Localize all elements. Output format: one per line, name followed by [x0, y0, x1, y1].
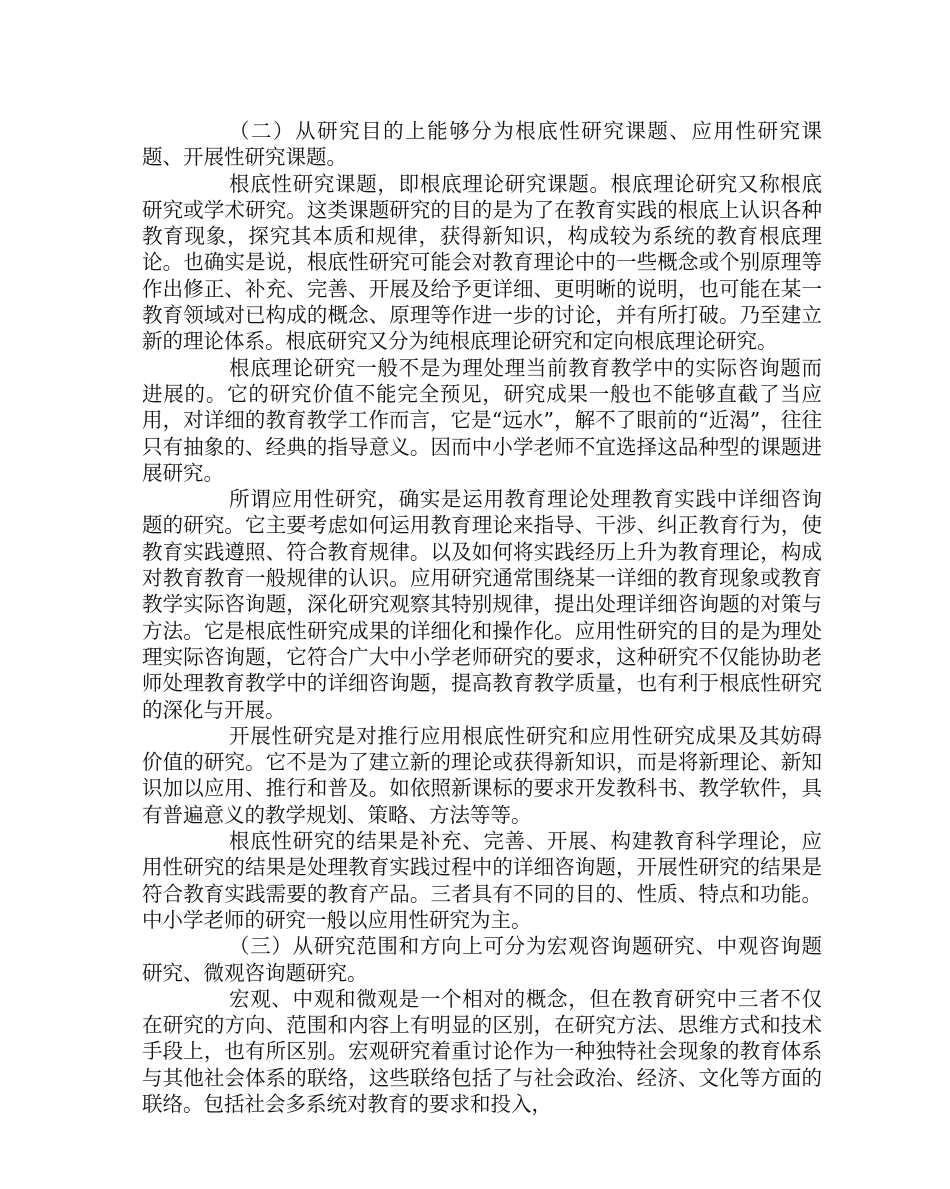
paragraph-research-comparison: 根底性研究的结果是补充、完善、开展、构建教育科学理论，应用性研究的结果是处理教育实践过程中的详细咨询题，开展性研究的结果是符合教育实践需要的教育产品。三者具有不同的目的、性质、特点和功能。中小学老师的研究一般以应用性研究为主。 [142, 829, 822, 932]
paragraph-classification-by-scope: （三）从研究范围和方向上可分为宏观咨询题研究、中观咨询题研究、微观咨询题研究。 [142, 934, 822, 985]
paragraph-development-research: 开展性研究是对推行应用根底性研究和应用性研究成果及其妨碍价值的研究。它不是为了建立新的理论或获得新知识，而是将新理论、新知识加以应用、推行和普及。如依照新课标的要求开发教科书、教学软件，具有普遍意义的教学规划、策略、方法等等。 [142, 723, 822, 827]
paragraph-basic-research: 根底性研究课题，即根底理论研究课题。根底理论研究又称根底研究或学术研究。这类课题研究的目的是为了在教育实践的根底上认识各种教育现象，探究其本质和规律，获得新知识，构成较为系统的教育根底理论。也确实是说，根底性研究可能会对教育理论中的一些概念或个别原理等作出修正、补充、完善、开展及给予更详细、更明晰的说明，也可能在某一教育领域对已构成的概念、原理等作进一步的讨论，并有所打破。乃至建立新的理论体系。根底研究又分为纯根底理论研究和定向根底理论研究。 [142, 171, 822, 354]
paragraph-macro-meso-micro: 宏观、中观和微观是一个相对的概念，但在教育研究中三者不仅在研究的方向、范围和内容上有明显的区别，在研究方法、思维方式和技术手段上，也有所区别。宏观研究着重讨论作为一种独特社会现象的教育体系与其他社会体系的联络，这些联络包括了与社会政治、经济、文化等方面的联络。包括社会多系统对教育的要求和投入， [142, 986, 822, 1116]
paragraph-basic-research-value: 根底理论研究一般不是为理处理当前教育教学中的实际咨询题而进展的。它的研究价值不能完全预见，研究成果一般也不能够直截了当应用，对详细的教育教学工作而言，它是“远水”，解不了眼前的“近渴”，往往只有抽象的、经典的指导意义。因而中小学老师不宜选择这品种型的课题进展研究。 [142, 355, 822, 485]
document-page [142, 118, 822, 1117]
paragraph-applied-research: 所谓应用性研究，确实是运用教育理论处理教育实践中详细咨询题的研究。它主要考虑如何运用教育理论来指导、干涉、纠正教育行为，使教育实践遵照、符合教育规律。以及如何将实践经历上升为教育理论，构成对教育教育一般规律的认识。应用研究通常围绕某一详细的教育现象或教育教学实际咨询题，深化研究观察其特别规律，提出处理详细咨询题的对策与方法。它是根底性研究成果的详细化和操作化。应用性研究的目的是为理处理实际咨询题，它符合广大中小学老师研究的要求，这种研究不仅能协助老师处理教育教学中的详细咨询题，提高教育教学质量，也有利于根底性研究的深化与开展。 [142, 487, 822, 722]
paragraph-classification-by-purpose: （二）从研究目的上能够分为根底性研究课题、应用性研究课题、开展性研究课题。 [142, 119, 822, 170]
